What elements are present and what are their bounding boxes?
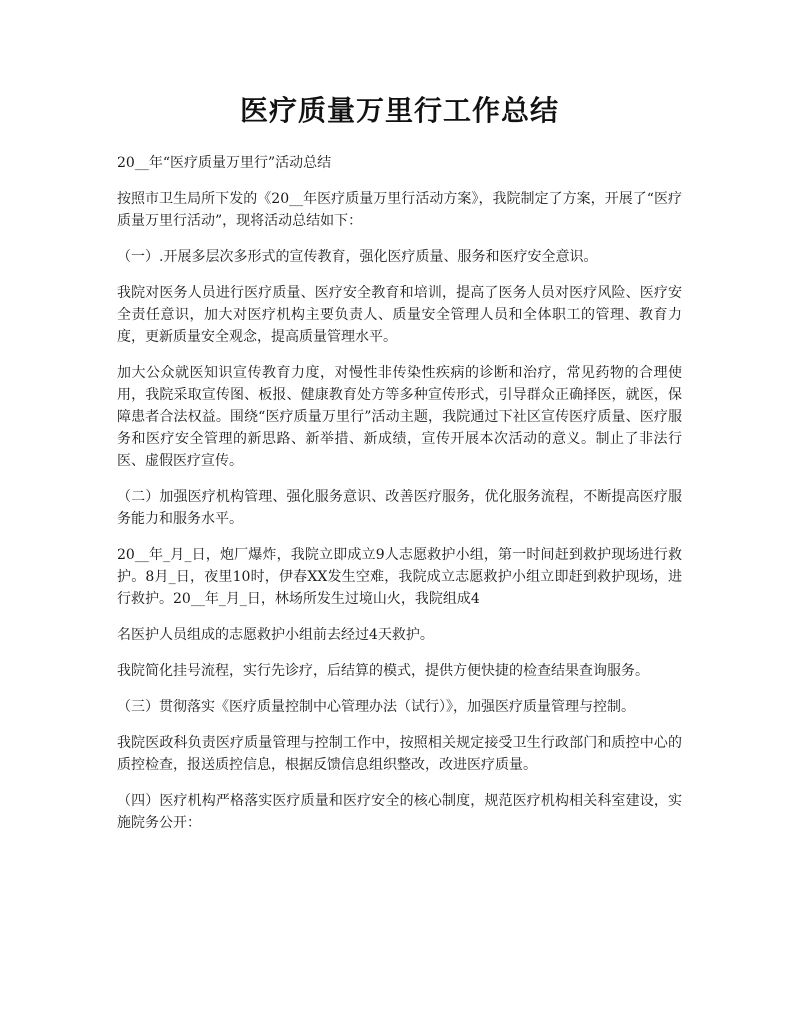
paragraph-quality-control: 我院医政科负责医疗质量管理与控制工作中，按照相关规定接受卫生行政部门和质控中心的质控检查，报送质控信息，根据反馈信息组织整改，改进医疗质量。 <box>117 735 682 773</box>
paragraph-section-2-heading: （二）加强医疗机构管理、强化服务意识、改善医疗服务，优化服务流程，不断提高医疗服务能力和服务水平。 <box>117 489 682 527</box>
document-title: 医疗质量万里行工作总结 <box>239 94 559 127</box>
paragraph-rescue-team: 名医护人员组成的志愿救护小组前去经过4天救护。 <box>117 627 434 643</box>
paragraph-staff-training: 我院对医务人员进行医疗质量、医疗安全教育和培训，提高了医务人员对医疗风险、医疗安全责任意识，加大对医疗机构主要负责人、质量安全管理人员和全体职工的管理、教育力度，更新质量安全观念，提高质量管理水平。 <box>117 285 682 345</box>
paragraph-rescue-events: 20__年_月_日，炮厂爆炸，我院立即成立9人志愿救护小组，第一时间赶到救护现场进行救护。8月_日，夜里10时，伊春XX发生空难，我院成立志愿救护小组立即赶到救护现场，进行救护。20__年_月_日，林场所发生过境山火，我院组成4 <box>117 547 682 607</box>
paragraph-intro: 按照市卫生局所下发的《20__年医疗质量万里行活动方案》，我院制定了方案，开展了“医疗质量万里行活动”，现将活动总结如下： <box>117 191 682 229</box>
paragraph-section-3-heading: （三）贯彻落实《医疗质量控制中心管理办法（试行）》，加强医疗质量管理与控制。 <box>117 699 635 715</box>
paragraph-public-education: 加大公众就医知识宣传教育力度，对慢性非传染性疾病的诊断和治疗，常见药物的合理使用，我院采取宣传图、板报、健康教育处方等多种宣传形式，引导群众正确择医，就医，保障患者合法权益。围绕“医疗质量万里行”活动主题，我院通过下社区宣传医疗质量、医疗服务和医疗安全管理的新思路、新举措、新成绩，宣传开展本次活动的意义。制止了非法行医、虚假医疗宣传。 <box>117 365 682 469</box>
paragraph-registration: 我院简化挂号流程，实行先诊疗，后结算的模式，提供方便快捷的检查结果查询服务。 <box>117 663 649 679</box>
paragraph-subtitle: 20__年“医疗质量万里行”活动总结 <box>117 155 332 171</box>
paragraph-section-1-heading: （一）.开展多层次多形式的宣传教育，强化医疗质量、服务和医疗安全意识。 <box>117 249 598 265</box>
paragraph-section-4-heading: （四）医疗机构严格落实医疗质量和医疗安全的核心制度，规范医疗机构相关科室建设，实施院务公开： <box>117 793 682 831</box>
